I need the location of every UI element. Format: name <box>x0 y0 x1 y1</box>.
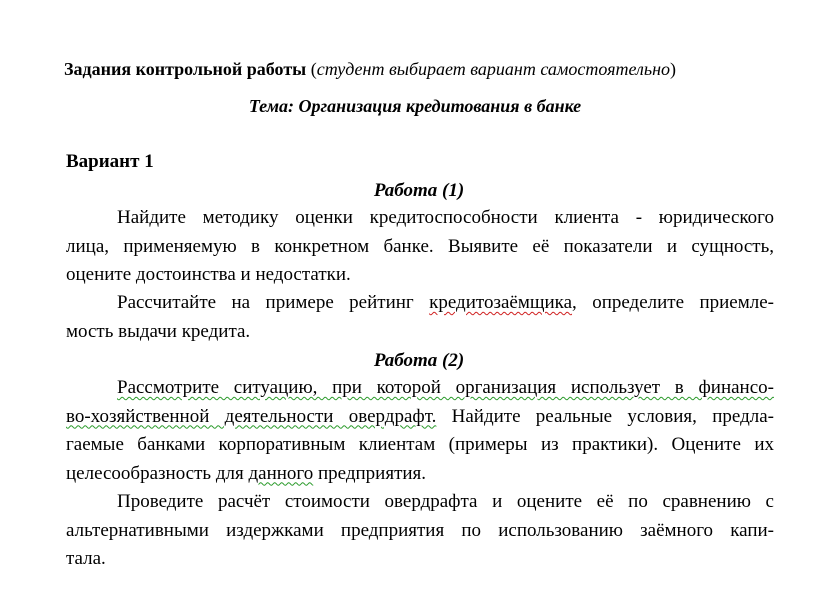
document-title <box>64 58 774 80</box>
paragraph-line <box>66 403 774 432</box>
title-paren-close: ) <box>670 59 677 79</box>
paragraph-line <box>66 289 774 318</box>
variant-heading: Вариант 1 <box>66 151 154 172</box>
text-run: Рассчитайте на примере рейтинг <box>117 292 430 313</box>
text-run: целесообразность для <box>66 462 249 484</box>
paragraph-line: Найдите методику оценки кредитоспособности клиента - юридического <box>117 207 774 228</box>
text-run: предприятия. <box>313 462 427 484</box>
work-1-paragraph-2 <box>66 289 774 346</box>
title-bold-text: Задания контрольной работы <box>64 59 307 79</box>
work-1-paragraph-1 <box>66 204 774 290</box>
paragraph-line: Проведите расчёт стоимости овердрафта и оцените её по сравнению с <box>117 491 774 512</box>
work-1-heading: Работа (1) <box>373 180 465 201</box>
text-run: , определите приемле- <box>572 292 774 313</box>
title-paren-open: ( <box>306 59 317 79</box>
paragraph-line: лица, применяемую в конкретном банке. Выявите её показатели и сущность, <box>66 235 774 257</box>
work-2-heading: Работа (2) <box>373 350 465 371</box>
spellcheck-marked-word: кредитозаёмщика <box>429 292 573 313</box>
work-2-paragraph-2 <box>66 488 774 574</box>
paragraph-line <box>66 374 774 403</box>
grammar-marked-word: данного <box>248 462 314 484</box>
title-italic-text: студент выбирает вариант самостоятельно <box>316 59 671 79</box>
grammar-marked-text: во-хозяйственной деятельности овердрафт. <box>66 405 437 427</box>
document-theme: Тема: Организация кредитования в банке <box>248 96 582 116</box>
paragraph-line <box>66 460 774 489</box>
text-run: Найдите реальные условия, предла- <box>436 405 774 427</box>
paragraph-line: мость выдачи кредита. <box>66 320 251 342</box>
paragraph-line: гаемые банками корпоративным клиентам (примеры из практики). Оцените их <box>66 434 774 455</box>
work-2-paragraph-1 <box>66 374 774 488</box>
paragraph-line: альтернативными издержками предприятия по использованию заёмного капи- <box>66 519 774 541</box>
grammar-marked-text: Рассмотрите ситуацию, при которой организация использует в финансо- <box>117 377 774 398</box>
paragraph-line: оцените достоинства и недостатки. <box>66 264 351 285</box>
paragraph-line: тала. <box>66 548 106 569</box>
